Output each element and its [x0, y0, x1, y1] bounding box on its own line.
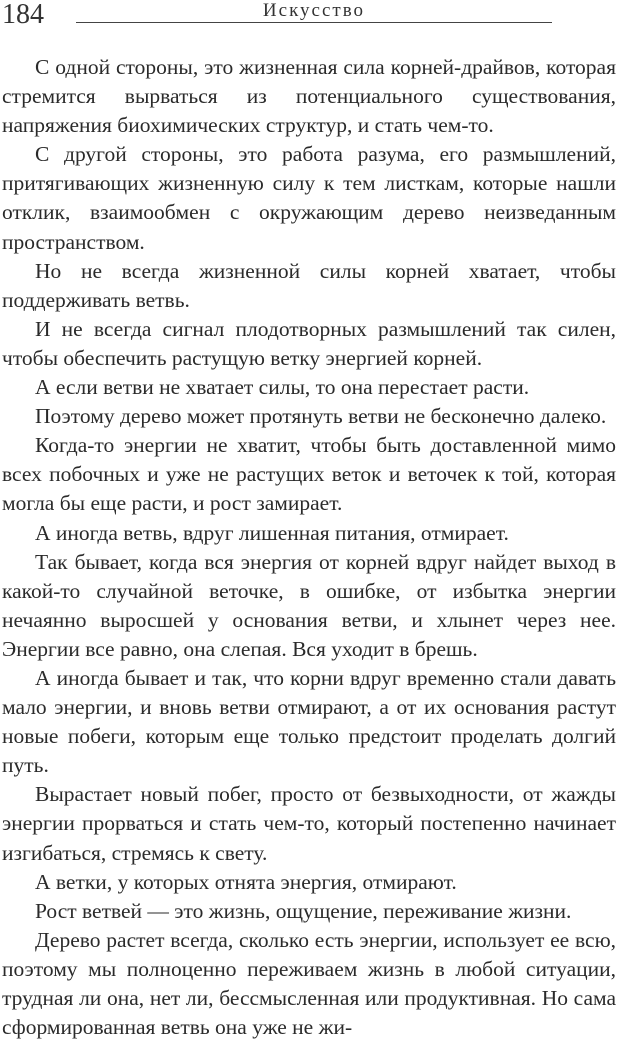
paragraph: А если ветви не хватает силы, то она перестает расти. — [35, 375, 530, 400]
page-header — [0, 0, 620, 40]
paragraph: Когда-то энергии не хватит, чтобы быть доставленной мимо всех побочных и уже не растущих веток и веточек к той, которая могла бы еще расти, и рост замирает. — [2, 433, 616, 516]
paragraph: Поэтому дерево может протянуть ветви не бесконечно далеко. — [35, 404, 607, 429]
paragraph: Дерево растет всегда, сколько есть энергии, использует ее всю, поэтому мы полноценно переживаем жизнь в любой ситуации, трудная ли она, нет ли, бессмысленная или продуктивная. Но сама сформированная ветвь она уже не жи- — [2, 927, 616, 1040]
paragraph: Но не всегда жизненной силы корней хватает, чтобы поддерживать ветвь. — [2, 258, 616, 312]
paragraph: А иногда ветвь, вдруг лишенная питания, отмирает. — [35, 520, 509, 545]
paragraph: А иногда бывает и так, что корни вдруг временно стали давать мало энергии, и вновь ветви отмирают, а от их основания растут новые побеги, которым еще только предстоит проделать долгий путь. — [2, 665, 616, 778]
body-text — [2, 53, 616, 1042]
paragraph: Вырастает новый побег, просто от безвыходности, от жажды энергии прорваться и стать чем-то, который постепенно начинает изгибаться, стремясь к свету. — [2, 782, 616, 865]
paragraph: Рост ветвей — это жизнь, ощущение, переживание жизни. — [35, 898, 572, 923]
paragraph: И не всегда сигнал плодотворных размышлений так силен, чтобы обеспечить растущую ветку энергией корней. — [2, 316, 616, 370]
header-rule — [76, 22, 552, 23]
paragraph: Так бывает, когда вся энергия от корней вдруг найдет выход в какой-то случайной веточке, в ошибке, от избытка энергии нечаянно выросшей у основания ветви, и хлынет через нее. Энергии все равно, она слепая. Вся уходит в брешь. — [2, 549, 616, 661]
page-number: 184 — [2, 0, 44, 30]
running-head: Искусство — [262, 0, 366, 21]
paragraph: С другой стороны, это работа разума, его размышлений, притягивающих жизненную силу к тем листкам, которые нашли отклик, взаимообмен с окружающим дерево неизведанным пространством. — [2, 142, 616, 254]
paragraph: А ветки, у которых отнята энергия, отмирают. — [35, 869, 457, 894]
paragraph: С одной стороны, это жизненная сила корней-драйвов, которая стремится вырваться из потенциального существования, напряжения биохимических структур, и стать чем-то. — [2, 55, 616, 138]
